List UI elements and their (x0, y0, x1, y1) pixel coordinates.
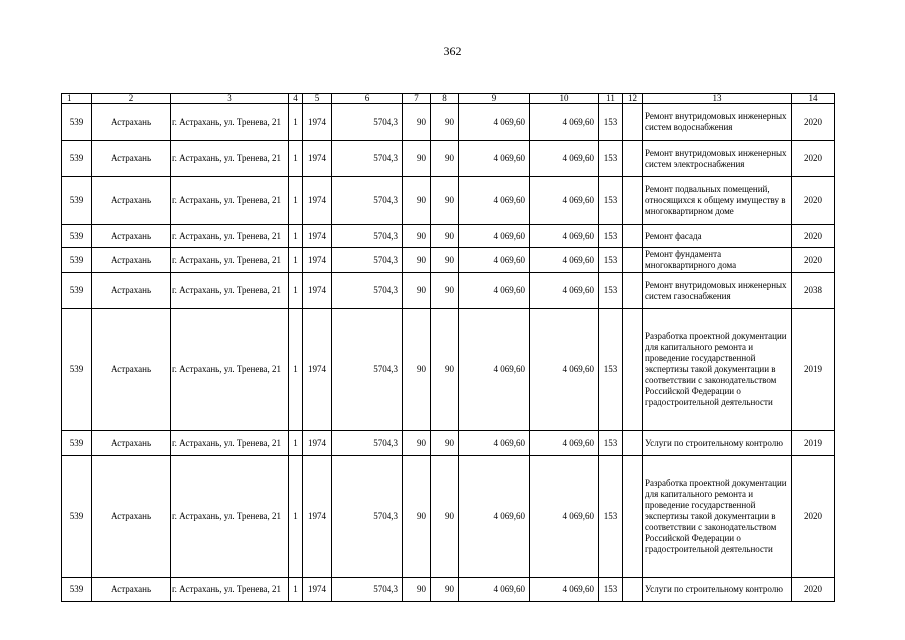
cell-work-type: Ремонт внутридомовых инженерных систем водоснабжения (643, 104, 792, 141)
cell-floors: 153 (599, 431, 623, 456)
column-index: 9 (459, 94, 530, 104)
column-index: 3 (171, 94, 289, 104)
cell-blank (623, 141, 643, 177)
cell-year-built: 1974 (303, 141, 332, 177)
cell-wear-2: 90 (431, 225, 459, 248)
cell-wear-2: 90 (431, 309, 459, 431)
cell-wear-2: 90 (431, 141, 459, 177)
cell-year-planned: 2020 (792, 141, 835, 177)
column-index: 13 (643, 94, 792, 104)
cell-wear-2: 90 (431, 248, 459, 273)
cell-house-id: 539 (62, 456, 92, 578)
cell-address: г. Астрахань, ул. Тренева, 21 (171, 177, 289, 225)
cell-work-type: Разработка проектной документации для капитального ремонта и проведение государственной экспертизы такой документации в соответствии с законодательством Российской Федерации о градостроительной деятельности (643, 456, 792, 578)
cell-entrances: 1 (289, 104, 303, 141)
cell-floors: 153 (599, 456, 623, 578)
cell-blank (623, 177, 643, 225)
cell-cost-per-unit: 4 069,60 (459, 273, 530, 309)
cell-city: Астрахань (92, 248, 171, 273)
cell-floors: 153 (599, 141, 623, 177)
cell-entrances: 1 (289, 309, 303, 431)
cell-wear-2: 90 (431, 456, 459, 578)
cell-city: Астрахань (92, 431, 171, 456)
cell-cost-per-unit: 4 069,60 (459, 177, 530, 225)
cell-address: г. Астрахань, ул. Тренева, 21 (171, 104, 289, 141)
cell-year-planned: 2020 (792, 456, 835, 578)
cell-house-id: 539 (62, 273, 92, 309)
cell-entrances: 1 (289, 177, 303, 225)
cell-wear-1: 90 (403, 431, 431, 456)
column-index: 2 (92, 94, 171, 104)
cell-cost-limit: 4 069,60 (530, 141, 599, 177)
column-index-row (62, 94, 835, 104)
cell-blank (623, 456, 643, 578)
cell-year-planned: 2038 (792, 273, 835, 309)
column-index: 6 (332, 94, 403, 104)
cell-city: Астрахань (92, 456, 171, 578)
table-row (62, 309, 835, 431)
cell-work-type: Разработка проектной документации для капитального ремонта и проведение государственной экспертизы такой документации в соответствии с законодательством Российской Федерации о градостроительной деятельности (643, 309, 792, 431)
column-index: 10 (530, 94, 599, 104)
cell-cost-limit: 4 069,60 (530, 248, 599, 273)
column-index: 7 (403, 94, 431, 104)
cell-wear-1: 90 (403, 456, 431, 578)
cell-house-id: 539 (62, 141, 92, 177)
table-row (62, 456, 835, 578)
cell-blank (623, 104, 643, 141)
cell-cost-limit: 4 069,60 (530, 104, 599, 141)
cell-entrances: 1 (289, 578, 303, 602)
table-row (62, 431, 835, 456)
cell-year-built: 1974 (303, 273, 332, 309)
cell-wear-1: 90 (403, 177, 431, 225)
table-row (62, 248, 835, 273)
cell-year-planned: 2020 (792, 104, 835, 141)
cell-year-planned: 2020 (792, 177, 835, 225)
cell-total-area: 5704,3 (332, 431, 403, 456)
cell-wear-1: 90 (403, 309, 431, 431)
cell-total-area: 5704,3 (332, 141, 403, 177)
cell-blank (623, 273, 643, 309)
cell-address: г. Астрахань, ул. Тренева, 21 (171, 309, 289, 431)
cell-year-planned: 2020 (792, 248, 835, 273)
cell-cost-per-unit: 4 069,60 (459, 104, 530, 141)
cell-address: г. Астрахань, ул. Тренева, 21 (171, 248, 289, 273)
cell-year-built: 1974 (303, 578, 332, 602)
cell-address: г. Астрахань, ул. Тренева, 21 (171, 141, 289, 177)
column-index: 14 (792, 94, 835, 104)
cell-house-id: 539 (62, 309, 92, 431)
cell-year-planned: 2020 (792, 225, 835, 248)
cell-entrances: 1 (289, 248, 303, 273)
cell-address: г. Астрахань, ул. Тренева, 21 (171, 431, 289, 456)
cell-wear-2: 90 (431, 273, 459, 309)
column-index: 1 (62, 94, 92, 104)
column-index: 5 (303, 94, 332, 104)
cell-year-built: 1974 (303, 177, 332, 225)
cell-total-area: 5704,3 (332, 456, 403, 578)
cell-cost-limit: 4 069,60 (530, 309, 599, 431)
cell-year-built: 1974 (303, 104, 332, 141)
cell-work-type: Ремонт внутридомовых инженерных систем газоснабжения (643, 273, 792, 309)
cell-blank (623, 578, 643, 602)
cell-city: Астрахань (92, 273, 171, 309)
cell-wear-2: 90 (431, 578, 459, 602)
cell-address: г. Астрахань, ул. Тренева, 21 (171, 456, 289, 578)
cell-entrances: 1 (289, 141, 303, 177)
cell-year-built: 1974 (303, 248, 332, 273)
cell-entrances: 1 (289, 431, 303, 456)
cell-year-built: 1974 (303, 309, 332, 431)
column-index: 8 (431, 94, 459, 104)
cell-cost-per-unit: 4 069,60 (459, 248, 530, 273)
cell-cost-limit: 4 069,60 (530, 431, 599, 456)
cell-year-built: 1974 (303, 456, 332, 578)
cell-cost-per-unit: 4 069,60 (459, 225, 530, 248)
cell-entrances: 1 (289, 273, 303, 309)
cell-floors: 153 (599, 309, 623, 431)
table-row (62, 225, 835, 248)
cell-wear-1: 90 (403, 248, 431, 273)
column-index: 4 (289, 94, 303, 104)
table-row (62, 177, 835, 225)
cell-wear-2: 90 (431, 104, 459, 141)
cell-total-area: 5704,3 (332, 578, 403, 602)
cell-address: г. Астрахань, ул. Тренева, 21 (171, 578, 289, 602)
cell-blank (623, 248, 643, 273)
cell-cost-per-unit: 4 069,60 (459, 578, 530, 602)
cell-house-id: 539 (62, 578, 92, 602)
column-index: 11 (599, 94, 623, 104)
cell-city: Астрахань (92, 141, 171, 177)
cell-address: г. Астрахань, ул. Тренева, 21 (171, 273, 289, 309)
column-index: 12 (623, 94, 643, 104)
cell-house-id: 539 (62, 248, 92, 273)
cell-floors: 153 (599, 578, 623, 602)
cell-wear-2: 90 (431, 177, 459, 225)
cell-cost-limit: 4 069,60 (530, 456, 599, 578)
cell-wear-1: 90 (403, 578, 431, 602)
cell-work-type: Ремонт фасада (643, 225, 792, 248)
cell-entrances: 1 (289, 225, 303, 248)
cell-city: Астрахань (92, 309, 171, 431)
cell-floors: 153 (599, 177, 623, 225)
cell-cost-limit: 4 069,60 (530, 225, 599, 248)
cell-year-planned: 2020 (792, 578, 835, 602)
cell-floors: 153 (599, 225, 623, 248)
cell-cost-per-unit: 4 069,60 (459, 456, 530, 578)
cell-year-built: 1974 (303, 431, 332, 456)
cell-floors: 153 (599, 248, 623, 273)
cell-total-area: 5704,3 (332, 273, 403, 309)
cell-cost-limit: 4 069,60 (530, 273, 599, 309)
cell-city: Астрахань (92, 225, 171, 248)
cell-cost-per-unit: 4 069,60 (459, 141, 530, 177)
repair-register-table (61, 93, 835, 602)
cell-house-id: 539 (62, 104, 92, 141)
cell-house-id: 539 (62, 431, 92, 456)
cell-wear-1: 90 (403, 104, 431, 141)
cell-wear-1: 90 (403, 225, 431, 248)
cell-cost-per-unit: 4 069,60 (459, 431, 530, 456)
cell-total-area: 5704,3 (332, 309, 403, 431)
cell-year-planned: 2019 (792, 431, 835, 456)
page-number: 362 (443, 44, 462, 58)
cell-total-area: 5704,3 (332, 248, 403, 273)
cell-work-type: Услуги по строительному контролю (643, 578, 792, 602)
cell-year-planned: 2019 (792, 309, 835, 431)
cell-floors: 153 (599, 273, 623, 309)
cell-wear-2: 90 (431, 431, 459, 456)
cell-city: Астрахань (92, 177, 171, 225)
cell-address: г. Астрахань, ул. Тренева, 21 (171, 225, 289, 248)
table-row (62, 273, 835, 309)
cell-work-type: Ремонт внутридомовых инженерных систем электроснабжения (643, 141, 792, 177)
cell-house-id: 539 (62, 225, 92, 248)
cell-city: Астрахань (92, 104, 171, 141)
cell-year-built: 1974 (303, 225, 332, 248)
cell-blank (623, 431, 643, 456)
cell-total-area: 5704,3 (332, 104, 403, 141)
cell-cost-per-unit: 4 069,60 (459, 309, 530, 431)
cell-city: Астрахань (92, 578, 171, 602)
cell-entrances: 1 (289, 456, 303, 578)
table-row (62, 578, 835, 602)
table-row (62, 141, 835, 177)
cell-blank (623, 225, 643, 248)
cell-cost-limit: 4 069,60 (530, 177, 599, 225)
cell-blank (623, 309, 643, 431)
table-row (62, 104, 835, 141)
cell-total-area: 5704,3 (332, 225, 403, 248)
cell-cost-limit: 4 069,60 (530, 578, 599, 602)
cell-house-id: 539 (62, 177, 92, 225)
cell-wear-1: 90 (403, 141, 431, 177)
cell-work-type: Услуги по строительному контролю (643, 431, 792, 456)
cell-wear-1: 90 (403, 273, 431, 309)
cell-total-area: 5704,3 (332, 177, 403, 225)
cell-floors: 153 (599, 104, 623, 141)
cell-work-type: Ремонт подвальных помещений, относящихся к общему имуществу в многоквартирном доме (643, 177, 792, 225)
cell-work-type: Ремонт фундамента многоквартирного дома (643, 248, 792, 273)
